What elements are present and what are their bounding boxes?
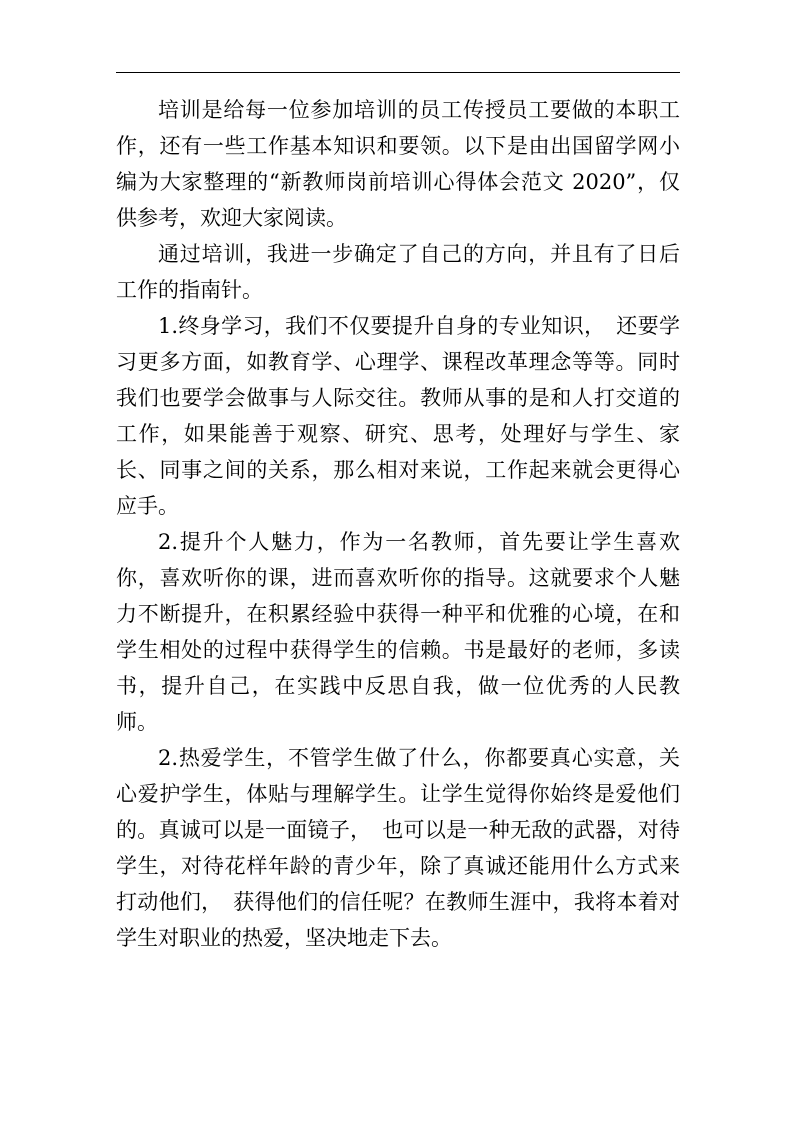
paragraph-direction: 通过培训，我进一步确定了自己的方向，并且有了日后工作的指南针。: [116, 242, 680, 302]
document-body: [116, 92, 680, 956]
paragraph-love-students: 2.热爱学生，不管学生做了什么，你都要真心实意，关心爱护学生，体贴与理解学生。让学生觉得你始终是爱他们的。真诚可以是一面镜子， 也可以是一种无敌的武器，对待学生，对待花样年龄的青少年，除了真诚还能用什么方式来打动他们， 获得他们的信任呢？在教师生涯中，我将本着对学生对职业的热爱，坚决地走下去。: [116, 746, 680, 950]
paragraph-lifelong-learning: 1.终身学习，我们不仅要提升自身的专业知识， 还要学习更多方面，如教育学、心理学、课程改革理念等等。同时我们也要学会做事与人际交往。教师从事的是和人打交道的工作，如果能善于观察、研究、思考，处理好与学生、家长、同事之间的关系，那么相对来说，工作起来就会更得心应手。: [116, 314, 680, 518]
paragraph-intro: 培训是给每一位参加培训的员工传授员工要做的本职工作，还有一些工作基本知识和要领。以下是由出国留学网小编为大家整理的“新教师岗前培训心得体会范文 2020”，仅供参考，欢迎大家阅读。: [116, 98, 680, 230]
header-rule: [116, 72, 680, 73]
paragraph-personal-charm: 2.提升个人魅力，作为一名教师，首先要让学生喜欢你，喜欢听你的课，进而喜欢听你的指导。这就要求个人魅力不断提升，在积累经验中获得一种平和优雅的心境，在和学生相处的过程中获得学生的信赖。书是最好的老师，多读书，提升自己，在实践中反思自我，做一位优秀的人民教师。: [116, 530, 680, 734]
